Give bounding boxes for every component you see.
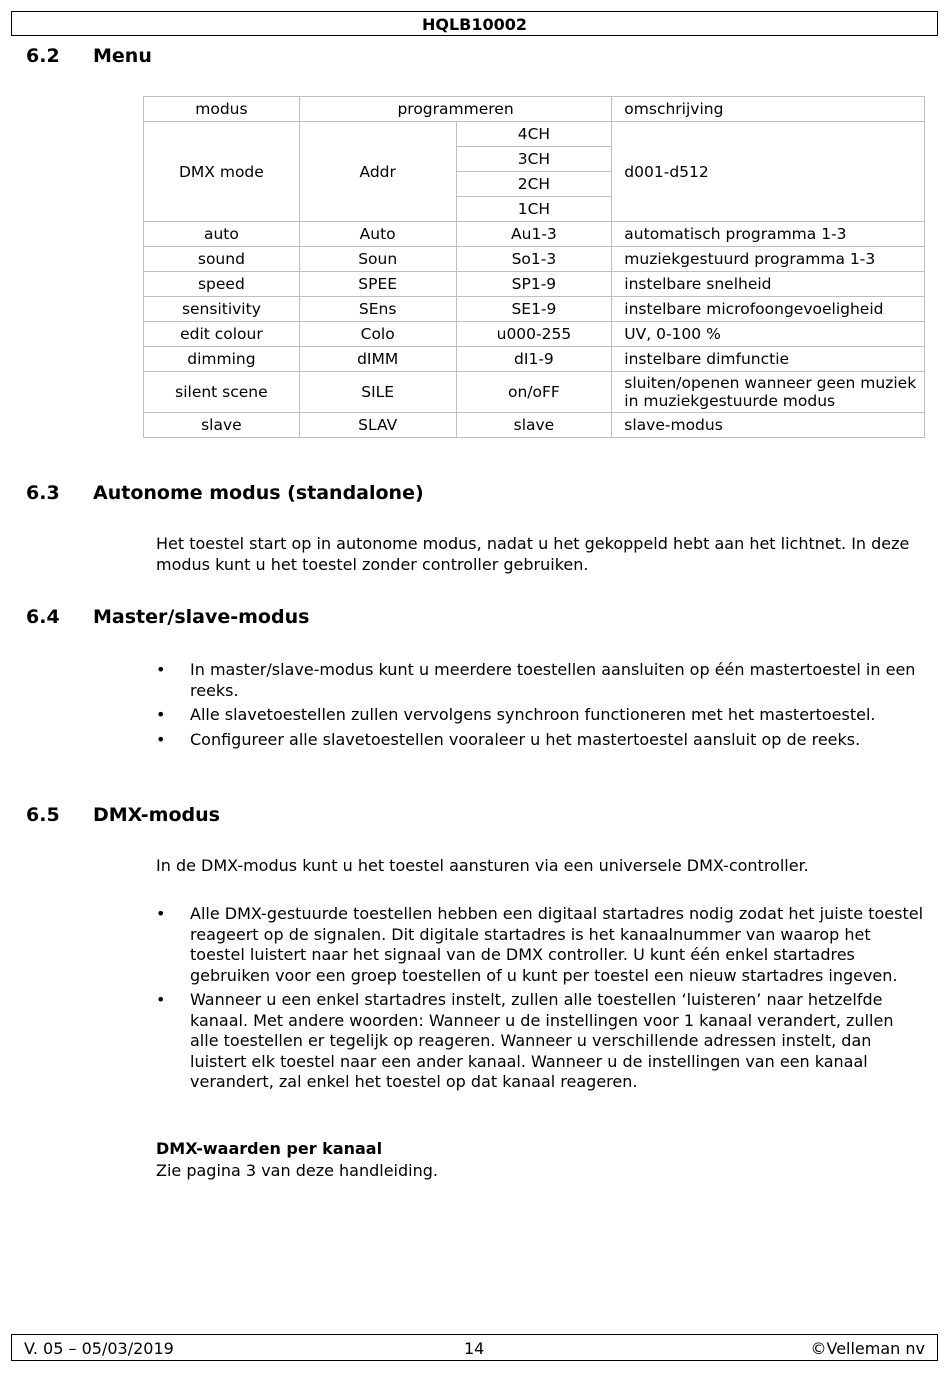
bullet-icon: • [156,904,166,923]
section-number: 6.5 [26,804,60,826]
table-header-row [144,97,925,122]
cell-description: automatisch programma 1-3 [612,222,925,247]
section-title: Master/slave-modus [93,606,310,628]
section-heading-standalone [26,482,424,504]
section-heading-master-slave [26,606,309,628]
cell-code: Addr [299,122,456,222]
cell-value: SE1-9 [456,297,612,322]
cell-mode: slave [144,413,300,438]
table-row [144,297,925,322]
bullet-icon: • [156,705,166,724]
table-row [144,122,925,147]
cell-description: d001-d512 [612,122,925,222]
cell-code: Auto [299,222,456,247]
bullet-icon: • [156,660,166,679]
list-item-text: Configureer alle slavetoestellen vooraleer u het mastertoestel aansluit op de reeks. [190,729,861,749]
cell-code: dIMM [299,347,456,372]
header-cell-program: programmeren [299,97,611,122]
footer-copyright: ©Velleman nv [810,1339,925,1358]
cell-mode: auto [144,222,300,247]
header-cell-description: omschrijving [612,97,925,122]
cell-code: SLAV [299,413,456,438]
cell-mode: edit colour [144,322,300,347]
table-row [144,222,925,247]
cell-value: slave [456,413,612,438]
cell-code: SILE [299,372,456,413]
cell-mode: sensitivity [144,297,300,322]
table-row [144,347,925,372]
cell-description: instelbare snelheid [612,272,925,297]
document-footer [11,1334,938,1361]
cell-value: SP1-9 [456,272,612,297]
cell-channel: 1CH [456,197,612,222]
cell-description: instelbare microfoongevoeligheid [612,297,925,322]
section-number: 6.3 [26,482,60,504]
document-header [11,11,938,36]
cell-mode: speed [144,272,300,297]
cell-description: slave-modus [612,413,925,438]
menu-table [143,96,925,438]
table-row [144,247,925,272]
section-title: Autonome modus (standalone) [93,482,424,504]
document-code: HQLB10002 [421,15,528,34]
cell-description: UV, 0-100 % [612,322,925,347]
section-heading-menu [26,45,152,67]
cell-code: SEns [299,297,456,322]
master-slave-bullet-list [156,660,926,754]
cell-code: Soun [299,247,456,272]
cell-mode: DMX mode [144,122,300,222]
footer-version: V. 05 – 05/03/2019 [24,1339,174,1358]
cell-description: sluiten/openen wanneer geen muziek in muziekgestuurde modus [612,372,925,413]
cell-mode: dimming [144,347,300,372]
cell-code: SPEE [299,272,456,297]
cell-code: Colo [299,322,456,347]
header-cell-mode: modus [144,97,300,122]
cell-mode: silent scene [144,372,300,413]
dmx-bullet-list [156,904,926,1097]
section-number: 6.4 [26,606,60,628]
cell-value: dI1-9 [456,347,612,372]
bullet-icon: • [156,990,166,1009]
cell-value: on/oFF [456,372,612,413]
cell-channel: 4CH [456,122,612,147]
section-heading-dmx [26,804,220,826]
section-title: Menu [93,45,152,67]
dmx-values-reference: Zie pagina 3 van deze handleiding. [156,1161,438,1180]
bullet-icon: • [156,729,166,749]
list-item [156,904,926,986]
list-item [156,660,926,701]
list-item [156,990,926,1093]
table-row [144,322,925,347]
dmx-values-heading: DMX-waarden per kanaal [156,1139,383,1158]
list-item-text: Alle DMX-gestuurde toestellen hebben een digitaal startadres nodig zodat het juiste toestel reageert op de signalen. Dit digitale startadres is het kanaalnummer van waarop het toestel luistert naar het signaal van de DMX controller. U kunt één enkel startadres gebruiken voor een groep toestellen of u kunt per toestel een nieuw startadres ingeven. [190,904,924,985]
cell-description: instelbare dimfunctie [612,347,925,372]
cell-value: Au1-3 [456,222,612,247]
standalone-paragraph: Het toestel start op in autonome modus, nadat u het gekoppeld hebt aan het lichtnet. In deze modus kunt u het toestel zonder controller gebruiken. [156,534,910,574]
list-item [156,730,926,751]
table-row [144,413,925,438]
dmx-intro-paragraph: In de DMX-modus kunt u het toestel aansturen via een universele DMX-controller. [156,856,809,875]
cell-description: muziekgestuurd programma 1-3 [612,247,925,272]
cell-value: So1-3 [456,247,612,272]
list-item-text: In master/slave-modus kunt u meerdere toestellen aansluiten op één mastertoestel in een reeks. [190,660,916,700]
section-number: 6.2 [26,45,60,67]
footer-page-number: 14 [464,1339,485,1358]
cell-mode: sound [144,247,300,272]
cell-value: u000-255 [456,322,612,347]
table-row [144,372,925,413]
list-item [156,705,926,726]
cell-channel: 2CH [456,172,612,197]
cell-channel: 3CH [456,147,612,172]
list-item-text: Alle slavetoestellen zullen vervolgens synchroon functioneren met het mastertoestel. [190,705,876,724]
section-title: DMX-modus [93,804,220,826]
list-item-text: Wanneer u een enkel startadres instelt, zullen alle toestellen ‘luisteren’ naar hetzelfde kanaal. Met andere woorden: Wanneer u de instellingen voor 1 kanaal verandert, zullen alle toestellen er tegelijk op reageren. Wanneer u verschillende adressen instelt, dan luistert elk toestel naar een ander kanaal. Wanneer u de instellingen van een kanaal verandert, zal enkel het toestel op dat kanaal reageren. [190,990,894,1091]
table-row [144,272,925,297]
